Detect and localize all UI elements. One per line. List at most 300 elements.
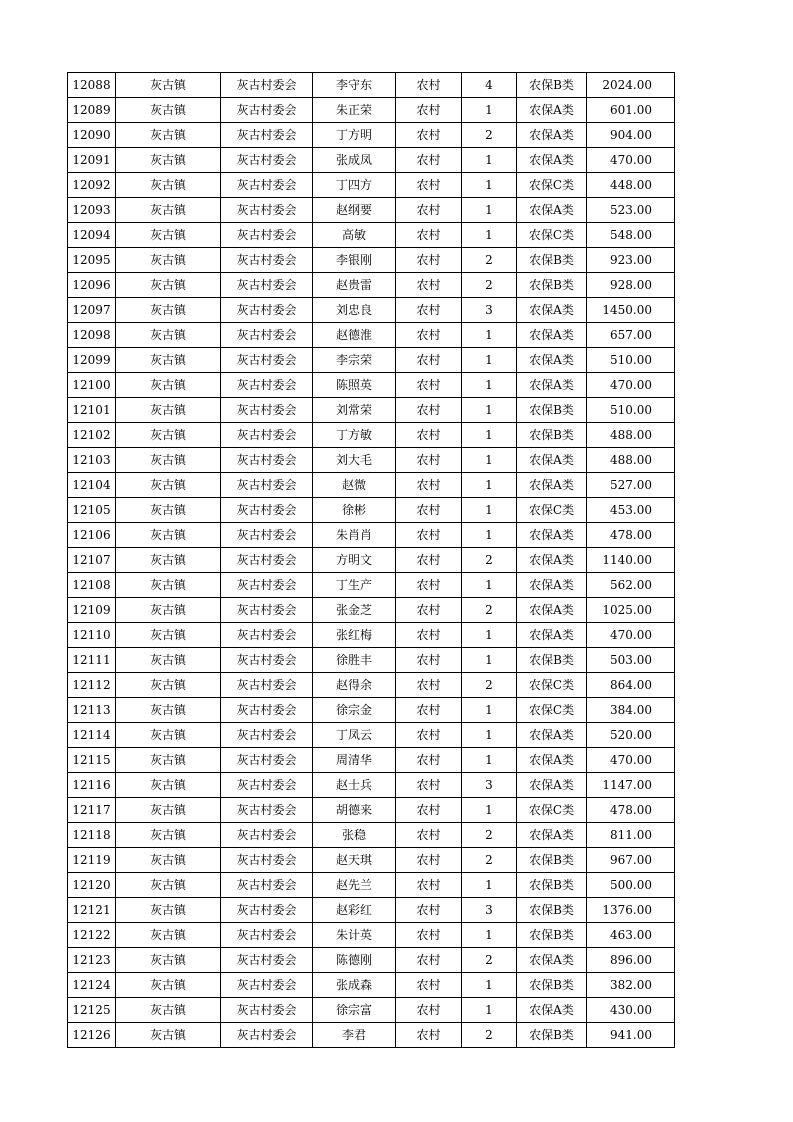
area-type-cell: 农村 — [396, 823, 462, 848]
village-committee-cell: 灰古村委会 — [221, 498, 313, 523]
household-count-cell: 1 — [462, 98, 517, 123]
insurance-class-cell: 农保B类 — [517, 973, 587, 998]
amount-cell: 430.00 — [587, 998, 675, 1023]
amount-cell: 1376.00 — [587, 898, 675, 923]
insurance-class-cell: 农保A类 — [517, 823, 587, 848]
table-row — [68, 173, 675, 198]
village-committee-cell: 灰古村委会 — [221, 548, 313, 573]
town-cell: 灰古镇 — [116, 848, 221, 873]
area-type-cell: 农村 — [396, 623, 462, 648]
area-type-cell: 农村 — [396, 698, 462, 723]
table-row — [68, 298, 675, 323]
household-count-cell: 3 — [462, 773, 517, 798]
village-committee-cell: 灰古村委会 — [221, 398, 313, 423]
village-committee-cell: 灰古村委会 — [221, 723, 313, 748]
area-type-cell: 农村 — [396, 123, 462, 148]
name-cell: 徐宗富 — [313, 998, 396, 1023]
insurance-class-cell: 农保A类 — [517, 773, 587, 798]
village-committee-cell: 灰古村委会 — [221, 473, 313, 498]
town-cell: 灰古镇 — [116, 748, 221, 773]
town-cell: 灰古镇 — [116, 648, 221, 673]
name-cell: 张成森 — [313, 973, 396, 998]
town-cell: 灰古镇 — [116, 498, 221, 523]
town-cell: 灰古镇 — [116, 998, 221, 1023]
record-id-cell: 12089 — [68, 98, 116, 123]
village-committee-cell: 灰古村委会 — [221, 223, 313, 248]
name-cell: 方明文 — [313, 548, 396, 573]
household-count-cell: 1 — [462, 623, 517, 648]
name-cell: 张红梅 — [313, 623, 396, 648]
household-count-cell: 2 — [462, 273, 517, 298]
household-count-cell: 1 — [462, 723, 517, 748]
area-type-cell: 农村 — [396, 598, 462, 623]
area-type-cell: 农村 — [396, 948, 462, 973]
village-committee-cell: 灰古村委会 — [221, 148, 313, 173]
record-id-cell: 12094 — [68, 223, 116, 248]
table-row — [68, 323, 675, 348]
amount-cell: 470.00 — [587, 748, 675, 773]
village-committee-cell: 灰古村委会 — [221, 248, 313, 273]
amount-cell: 562.00 — [587, 573, 675, 598]
table-row — [68, 473, 675, 498]
area-type-cell: 农村 — [396, 898, 462, 923]
household-count-cell: 1 — [462, 373, 517, 398]
village-committee-cell: 灰古村委会 — [221, 198, 313, 223]
village-committee-cell: 灰古村委会 — [221, 523, 313, 548]
area-type-cell: 农村 — [396, 448, 462, 473]
village-committee-cell: 灰古村委会 — [221, 848, 313, 873]
name-cell: 赵天琪 — [313, 848, 396, 873]
amount-cell: 510.00 — [587, 348, 675, 373]
amount-cell: 488.00 — [587, 423, 675, 448]
amount-cell: 478.00 — [587, 523, 675, 548]
record-id-cell: 12118 — [68, 823, 116, 848]
name-cell: 张金芝 — [313, 598, 396, 623]
area-type-cell: 农村 — [396, 323, 462, 348]
town-cell: 灰古镇 — [116, 123, 221, 148]
village-committee-cell: 灰古村委会 — [221, 373, 313, 398]
village-committee-cell: 灰古村委会 — [221, 773, 313, 798]
area-type-cell: 农村 — [396, 848, 462, 873]
household-count-cell: 4 — [462, 73, 517, 98]
table-row — [68, 723, 675, 748]
insurance-class-cell: 农保A类 — [517, 98, 587, 123]
town-cell: 灰古镇 — [116, 823, 221, 848]
record-id-cell: 12100 — [68, 373, 116, 398]
town-cell: 灰古镇 — [116, 723, 221, 748]
town-cell: 灰古镇 — [116, 698, 221, 723]
village-committee-cell: 灰古村委会 — [221, 923, 313, 948]
record-id-cell: 12123 — [68, 948, 116, 973]
insurance-class-cell: 农保A类 — [517, 723, 587, 748]
amount-cell: 470.00 — [587, 373, 675, 398]
insurance-class-cell: 农保A类 — [517, 323, 587, 348]
name-cell: 朱肖肖 — [313, 523, 396, 548]
name-cell: 丁生产 — [313, 573, 396, 598]
household-count-cell: 1 — [462, 523, 517, 548]
table-row — [68, 548, 675, 573]
amount-cell: 503.00 — [587, 648, 675, 673]
village-committee-cell: 灰古村委会 — [221, 98, 313, 123]
area-type-cell: 农村 — [396, 423, 462, 448]
town-cell: 灰古镇 — [116, 98, 221, 123]
amount-cell: 520.00 — [587, 723, 675, 748]
record-id-cell: 12121 — [68, 898, 116, 923]
town-cell: 灰古镇 — [116, 273, 221, 298]
village-committee-cell: 灰古村委会 — [221, 273, 313, 298]
household-count-cell: 2 — [462, 673, 517, 698]
area-type-cell: 农村 — [396, 748, 462, 773]
town-cell: 灰古镇 — [116, 873, 221, 898]
village-committee-cell: 灰古村委会 — [221, 573, 313, 598]
record-id-cell: 12105 — [68, 498, 116, 523]
roster-body — [68, 73, 675, 1048]
area-type-cell: 农村 — [396, 673, 462, 698]
insurance-class-cell: 农保A类 — [517, 523, 587, 548]
amount-cell: 864.00 — [587, 673, 675, 698]
amount-cell: 941.00 — [587, 1023, 675, 1048]
area-type-cell: 农村 — [396, 273, 462, 298]
insurance-class-cell: 农保B类 — [517, 73, 587, 98]
insurance-class-cell: 农保B类 — [517, 248, 587, 273]
household-count-cell: 1 — [462, 648, 517, 673]
insurance-class-cell: 农保B类 — [517, 898, 587, 923]
household-count-cell: 2 — [462, 248, 517, 273]
amount-cell: 928.00 — [587, 273, 675, 298]
area-type-cell: 农村 — [396, 798, 462, 823]
village-committee-cell: 灰古村委会 — [221, 448, 313, 473]
record-id-cell: 12093 — [68, 198, 116, 223]
area-type-cell: 农村 — [396, 198, 462, 223]
record-id-cell: 12114 — [68, 723, 116, 748]
household-count-cell: 1 — [462, 498, 517, 523]
amount-cell: 453.00 — [587, 498, 675, 523]
household-count-cell: 1 — [462, 923, 517, 948]
town-cell: 灰古镇 — [116, 573, 221, 598]
amount-cell: 470.00 — [587, 148, 675, 173]
insurance-class-cell: 农保A类 — [517, 573, 587, 598]
amount-cell: 523.00 — [587, 198, 675, 223]
area-type-cell: 农村 — [396, 573, 462, 598]
name-cell: 徐胜丰 — [313, 648, 396, 673]
household-count-cell: 3 — [462, 298, 517, 323]
household-count-cell: 3 — [462, 898, 517, 923]
insurance-class-cell: 农保A类 — [517, 948, 587, 973]
town-cell: 灰古镇 — [116, 798, 221, 823]
record-id-cell: 12122 — [68, 923, 116, 948]
household-count-cell: 1 — [462, 698, 517, 723]
area-type-cell: 农村 — [396, 773, 462, 798]
village-committee-cell: 灰古村委会 — [221, 698, 313, 723]
record-id-cell: 12117 — [68, 798, 116, 823]
record-id-cell: 12104 — [68, 473, 116, 498]
village-committee-cell: 灰古村委会 — [221, 748, 313, 773]
table-row — [68, 973, 675, 998]
village-committee-cell: 灰古村委会 — [221, 123, 313, 148]
insurance-class-cell: 农保A类 — [517, 123, 587, 148]
village-committee-cell: 灰古村委会 — [221, 873, 313, 898]
name-cell: 赵贵雷 — [313, 273, 396, 298]
town-cell: 灰古镇 — [116, 598, 221, 623]
household-count-cell: 2 — [462, 848, 517, 873]
household-count-cell: 1 — [462, 423, 517, 448]
amount-cell: 1450.00 — [587, 298, 675, 323]
town-cell: 灰古镇 — [116, 148, 221, 173]
area-type-cell: 农村 — [396, 498, 462, 523]
insurance-class-cell: 农保B类 — [517, 848, 587, 873]
town-cell: 灰古镇 — [116, 423, 221, 448]
name-cell: 朱正荣 — [313, 98, 396, 123]
insurance-class-cell: 农保A类 — [517, 598, 587, 623]
name-cell: 赵彩红 — [313, 898, 396, 923]
record-id-cell: 12102 — [68, 423, 116, 448]
area-type-cell: 农村 — [396, 298, 462, 323]
record-id-cell: 12092 — [68, 173, 116, 198]
roster-table — [67, 72, 675, 1048]
name-cell: 高敏 — [313, 223, 396, 248]
record-id-cell: 12107 — [68, 548, 116, 573]
area-type-cell: 农村 — [396, 348, 462, 373]
table-row — [68, 373, 675, 398]
town-cell: 灰古镇 — [116, 198, 221, 223]
record-id-cell: 12101 — [68, 398, 116, 423]
area-type-cell: 农村 — [396, 523, 462, 548]
town-cell: 灰古镇 — [116, 223, 221, 248]
insurance-class-cell: 农保C类 — [517, 173, 587, 198]
insurance-class-cell: 农保C类 — [517, 498, 587, 523]
name-cell: 张成凤 — [313, 148, 396, 173]
insurance-class-cell: 农保B类 — [517, 1023, 587, 1048]
amount-cell: 384.00 — [587, 698, 675, 723]
record-id-cell: 12108 — [68, 573, 116, 598]
village-committee-cell: 灰古村委会 — [221, 423, 313, 448]
record-id-cell: 12103 — [68, 448, 116, 473]
household-count-cell: 1 — [462, 198, 517, 223]
table-row — [68, 773, 675, 798]
amount-cell: 896.00 — [587, 948, 675, 973]
insurance-class-cell: 农保A类 — [517, 548, 587, 573]
household-count-cell: 2 — [462, 1023, 517, 1048]
household-count-cell: 1 — [462, 348, 517, 373]
table-row — [68, 823, 675, 848]
insurance-class-cell: 农保A类 — [517, 748, 587, 773]
name-cell: 李君 — [313, 1023, 396, 1048]
village-committee-cell: 灰古村委会 — [221, 823, 313, 848]
amount-cell: 478.00 — [587, 798, 675, 823]
village-committee-cell: 灰古村委会 — [221, 598, 313, 623]
record-id-cell: 12097 — [68, 298, 116, 323]
insurance-class-cell: 农保A类 — [517, 298, 587, 323]
record-id-cell: 12090 — [68, 123, 116, 148]
insurance-class-cell: 农保A类 — [517, 448, 587, 473]
village-committee-cell: 灰古村委会 — [221, 73, 313, 98]
town-cell: 灰古镇 — [116, 1023, 221, 1048]
household-count-cell: 1 — [462, 148, 517, 173]
amount-cell: 923.00 — [587, 248, 675, 273]
insurance-class-cell: 农保B类 — [517, 923, 587, 948]
table-row — [68, 748, 675, 773]
insurance-class-cell: 农保C类 — [517, 798, 587, 823]
name-cell: 李宗荣 — [313, 348, 396, 373]
record-id-cell: 12096 — [68, 273, 116, 298]
amount-cell: 811.00 — [587, 823, 675, 848]
insurance-class-cell: 农保C类 — [517, 223, 587, 248]
insurance-class-cell: 农保A类 — [517, 198, 587, 223]
amount-cell: 967.00 — [587, 848, 675, 873]
name-cell: 赵微 — [313, 473, 396, 498]
name-cell: 李银刚 — [313, 248, 396, 273]
town-cell: 灰古镇 — [116, 373, 221, 398]
name-cell: 丁凤云 — [313, 723, 396, 748]
name-cell: 刘忠良 — [313, 298, 396, 323]
insurance-class-cell: 农保A类 — [517, 148, 587, 173]
insurance-class-cell: 农保B类 — [517, 873, 587, 898]
village-committee-cell: 灰古村委会 — [221, 798, 313, 823]
table-row — [68, 873, 675, 898]
name-cell: 赵得余 — [313, 673, 396, 698]
name-cell: 陈德刚 — [313, 948, 396, 973]
name-cell: 丁方敏 — [313, 423, 396, 448]
insurance-class-cell: 农保A类 — [517, 373, 587, 398]
area-type-cell: 农村 — [396, 98, 462, 123]
town-cell: 灰古镇 — [116, 898, 221, 923]
area-type-cell: 农村 — [396, 973, 462, 998]
village-committee-cell: 灰古村委会 — [221, 648, 313, 673]
amount-cell: 657.00 — [587, 323, 675, 348]
record-id-cell: 12098 — [68, 323, 116, 348]
table-row — [68, 648, 675, 673]
name-cell: 赵士兵 — [313, 773, 396, 798]
household-count-cell: 1 — [462, 873, 517, 898]
household-count-cell: 1 — [462, 748, 517, 773]
household-count-cell: 1 — [462, 223, 517, 248]
table-row — [68, 923, 675, 948]
household-count-cell: 1 — [462, 998, 517, 1023]
town-cell: 灰古镇 — [116, 923, 221, 948]
table-row — [68, 273, 675, 298]
record-id-cell: 12120 — [68, 873, 116, 898]
area-type-cell: 农村 — [396, 873, 462, 898]
insurance-class-cell: 农保B类 — [517, 648, 587, 673]
name-cell: 张稳 — [313, 823, 396, 848]
table-row — [68, 423, 675, 448]
household-count-cell: 2 — [462, 598, 517, 623]
town-cell: 灰古镇 — [116, 473, 221, 498]
name-cell: 徐彬 — [313, 498, 396, 523]
town-cell: 灰古镇 — [116, 73, 221, 98]
household-count-cell: 1 — [462, 448, 517, 473]
record-id-cell: 12125 — [68, 998, 116, 1023]
village-committee-cell: 灰古村委会 — [221, 898, 313, 923]
town-cell: 灰古镇 — [116, 948, 221, 973]
amount-cell: 1140.00 — [587, 548, 675, 573]
town-cell: 灰古镇 — [116, 623, 221, 648]
insurance-class-cell: 农保B类 — [517, 273, 587, 298]
name-cell: 陈照英 — [313, 373, 396, 398]
table-row — [68, 598, 675, 623]
insurance-class-cell: 农保A类 — [517, 348, 587, 373]
town-cell: 灰古镇 — [116, 323, 221, 348]
record-id-cell: 12099 — [68, 348, 116, 373]
area-type-cell: 农村 — [396, 173, 462, 198]
record-id-cell: 12126 — [68, 1023, 116, 1048]
household-count-cell: 1 — [462, 323, 517, 348]
name-cell: 赵德淮 — [313, 323, 396, 348]
table-row — [68, 98, 675, 123]
name-cell: 刘大毛 — [313, 448, 396, 473]
town-cell: 灰古镇 — [116, 173, 221, 198]
area-type-cell: 农村 — [396, 923, 462, 948]
household-count-cell: 2 — [462, 548, 517, 573]
name-cell: 胡德来 — [313, 798, 396, 823]
area-type-cell: 农村 — [396, 998, 462, 1023]
area-type-cell: 农村 — [396, 723, 462, 748]
town-cell: 灰古镇 — [116, 298, 221, 323]
name-cell: 李守东 — [313, 73, 396, 98]
name-cell: 徐宗金 — [313, 698, 396, 723]
area-type-cell: 农村 — [396, 398, 462, 423]
household-count-cell: 1 — [462, 573, 517, 598]
town-cell: 灰古镇 — [116, 348, 221, 373]
town-cell: 灰古镇 — [116, 673, 221, 698]
village-committee-cell: 灰古村委会 — [221, 973, 313, 998]
record-id-cell: 12116 — [68, 773, 116, 798]
table-row — [68, 848, 675, 873]
area-type-cell: 农村 — [396, 373, 462, 398]
village-committee-cell: 灰古村委会 — [221, 323, 313, 348]
table-row — [68, 948, 675, 973]
amount-cell: 463.00 — [587, 923, 675, 948]
name-cell: 赵纲要 — [313, 198, 396, 223]
town-cell: 灰古镇 — [116, 973, 221, 998]
table-row — [68, 898, 675, 923]
insurance-class-cell: 农保B类 — [517, 423, 587, 448]
village-committee-cell: 灰古村委会 — [221, 623, 313, 648]
amount-cell: 904.00 — [587, 123, 675, 148]
village-committee-cell: 灰古村委会 — [221, 998, 313, 1023]
table-row — [68, 198, 675, 223]
area-type-cell: 农村 — [396, 1023, 462, 1048]
record-id-cell: 12109 — [68, 598, 116, 623]
name-cell: 赵先兰 — [313, 873, 396, 898]
table-row — [68, 498, 675, 523]
record-id-cell: 12112 — [68, 673, 116, 698]
record-id-cell: 12115 — [68, 748, 116, 773]
name-cell: 丁方明 — [313, 123, 396, 148]
area-type-cell: 农村 — [396, 648, 462, 673]
table-row — [68, 348, 675, 373]
table-row — [68, 448, 675, 473]
record-id-cell: 12113 — [68, 698, 116, 723]
town-cell: 灰古镇 — [116, 548, 221, 573]
table-row — [68, 148, 675, 173]
table-row — [68, 673, 675, 698]
town-cell: 灰古镇 — [116, 248, 221, 273]
amount-cell: 1025.00 — [587, 598, 675, 623]
insurance-class-cell: 农保A类 — [517, 998, 587, 1023]
insurance-class-cell: 农保A类 — [517, 473, 587, 498]
town-cell: 灰古镇 — [116, 523, 221, 548]
amount-cell: 601.00 — [587, 98, 675, 123]
area-type-cell: 农村 — [396, 548, 462, 573]
amount-cell: 448.00 — [587, 173, 675, 198]
name-cell: 丁四方 — [313, 173, 396, 198]
record-id-cell: 12124 — [68, 973, 116, 998]
amount-cell: 382.00 — [587, 973, 675, 998]
name-cell: 朱计英 — [313, 923, 396, 948]
village-committee-cell: 灰古村委会 — [221, 348, 313, 373]
town-cell: 灰古镇 — [116, 398, 221, 423]
